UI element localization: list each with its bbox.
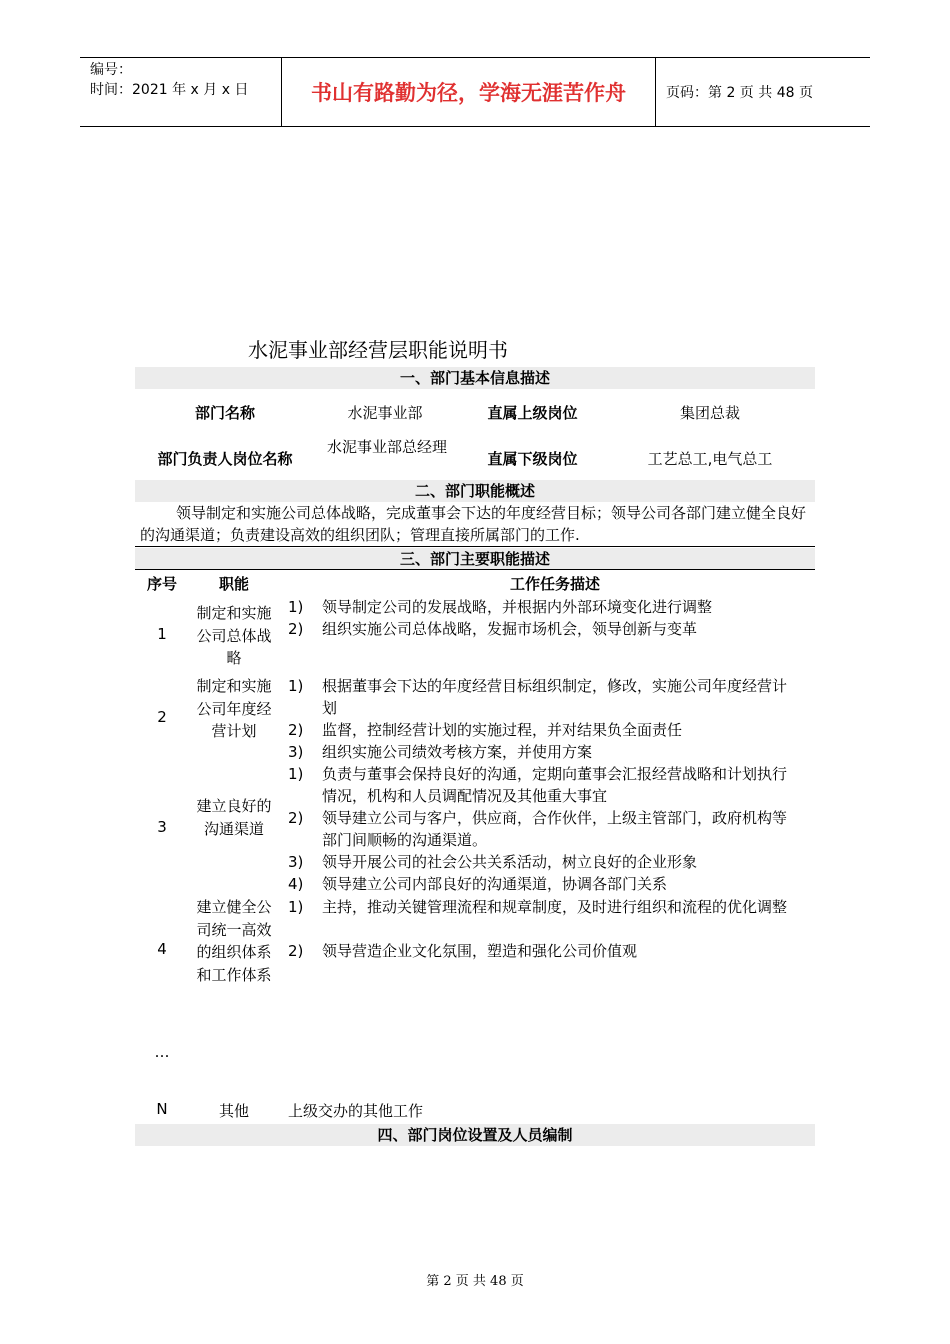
page-footer: 第 2 页 共 48 页 bbox=[426, 1274, 524, 1289]
task-text: 组织实施公司绩效考核方案，并使用方案 bbox=[322, 743, 593, 761]
task-text: 根据董事会下达的年度经营目标组织制定，修改，实施公司年度经营计划 bbox=[322, 677, 788, 717]
row-number: 2 bbox=[157, 708, 167, 726]
task-index: 4) bbox=[288, 875, 304, 893]
dept-name-label: 部门名称 bbox=[194, 404, 255, 422]
document-title: 水泥事业部经营层职能说明书 bbox=[248, 338, 508, 362]
task-list bbox=[288, 596, 808, 640]
row-number: N bbox=[156, 1100, 168, 1118]
task-index: 2) bbox=[288, 809, 304, 827]
task-index: 1) bbox=[288, 765, 304, 783]
task-item bbox=[288, 763, 808, 807]
section4-heading: 四、部门岗位设置及人员编制 bbox=[135, 1124, 815, 1146]
task-item bbox=[288, 618, 808, 640]
task-item bbox=[288, 851, 808, 873]
divider bbox=[135, 546, 815, 547]
task-text: 领导开展公司的社会公共关系活动，树立良好的企业形象 bbox=[322, 853, 698, 871]
task-item bbox=[288, 596, 808, 618]
task-index: 1) bbox=[288, 898, 304, 916]
task-text: 领导建立公司与客户，供应商，合作伙伴，上级主管部门，政府机构等部门间顺畅的沟通渠道。 bbox=[322, 809, 788, 849]
row-number: 4 bbox=[157, 940, 167, 958]
head-label: 部门负责人岗位名称 bbox=[157, 450, 293, 468]
row-task: 上级交办的其他工作 bbox=[288, 1102, 424, 1120]
time-label: 时间：2021 年 x 月 x 日 bbox=[90, 82, 249, 98]
superior-value: 集团总裁 bbox=[679, 404, 740, 422]
subordinate-label: 直属下级岗位 bbox=[487, 450, 578, 468]
col-no-header: 序号 bbox=[146, 575, 177, 593]
page-header bbox=[80, 57, 870, 127]
task-index: 3) bbox=[288, 743, 304, 761]
task-text: 领导营造企业文化氛围，塑造和强化公司价值观 bbox=[322, 942, 638, 960]
task-text: 负责与董事会保持良好的沟通，定期向董事会汇报经营战略和计划执行情况，机构和人员调配情况及其他重大事宜 bbox=[322, 765, 788, 805]
number-label: 编号： bbox=[90, 62, 132, 78]
header-meta bbox=[90, 60, 248, 100]
task-list bbox=[288, 896, 808, 962]
section2-text: 领导制定和实施公司总体战略，完成董事会下达的年度经营目标；领导公司各部门建立健全良好的沟通渠道；负责建设高效的组织团队；管理直接所属部门的工作. bbox=[140, 504, 807, 544]
row-function: 制定和实施公司总体战略 bbox=[196, 604, 272, 667]
section2-heading: 二、部门职能概述 bbox=[135, 480, 815, 502]
task-item bbox=[288, 741, 808, 763]
task-text: 监督，控制经营计划的实施过程，并对结果负全面责任 bbox=[322, 721, 683, 739]
superior-label: 直属上级岗位 bbox=[487, 404, 578, 422]
task-item bbox=[288, 940, 808, 962]
row-function: 建立健全公司统一高效的组织体系和工作体系 bbox=[196, 898, 272, 984]
row-number: 3 bbox=[157, 818, 167, 836]
task-list bbox=[288, 763, 808, 895]
task-item bbox=[288, 873, 808, 895]
task-index: 3) bbox=[288, 853, 304, 871]
row-ellipsis: … bbox=[154, 1043, 170, 1061]
task-item bbox=[288, 675, 808, 719]
dept-name-value: 水泥事业部 bbox=[347, 404, 423, 422]
task-index: 1) bbox=[288, 598, 304, 616]
row-function: 制定和实施公司年度经营计划 bbox=[196, 677, 272, 740]
task-list bbox=[288, 675, 808, 763]
task-index: 1) bbox=[288, 677, 304, 695]
section3-heading: 三、部门主要职能描述 bbox=[135, 548, 815, 570]
header-divider bbox=[655, 58, 656, 126]
task-item bbox=[288, 896, 808, 940]
task-index: 2) bbox=[288, 721, 304, 739]
row-function: 其他 bbox=[218, 1102, 249, 1120]
header-page-info: 页码：第 2 页 共 48 页 bbox=[666, 85, 813, 101]
task-text: 主持，推动关键管理流程和规章制度，及时进行组织和流程的优化调整 bbox=[322, 898, 788, 916]
subordinate-value: 工艺总工,电气总工 bbox=[647, 450, 773, 468]
task-index: 2) bbox=[288, 620, 304, 638]
section1-heading: 一、部门基本信息描述 bbox=[135, 367, 815, 389]
task-index: 2) bbox=[288, 942, 304, 960]
col-func-header: 职能 bbox=[218, 575, 249, 593]
header-motto: 书山有路勤为径，学海无涯苦作舟 bbox=[311, 80, 626, 105]
row-number: 1 bbox=[157, 625, 167, 643]
task-item bbox=[288, 807, 808, 851]
task-text: 领导建立公司内部良好的沟通渠道，协调各部门关系 bbox=[322, 875, 668, 893]
task-text: 领导制定公司的发展战略，并根据内外部环境变化进行调整 bbox=[322, 598, 713, 616]
divider bbox=[135, 569, 815, 570]
task-text: 组织实施公司总体战略，发掘市场机会，领导创新与变革 bbox=[322, 620, 698, 638]
task-item bbox=[288, 719, 808, 741]
head-value: 水泥事业部总经理 bbox=[326, 438, 447, 456]
col-task-header: 工作任务描述 bbox=[509, 575, 600, 593]
row-function: 建立良好的沟通渠道 bbox=[196, 797, 272, 838]
